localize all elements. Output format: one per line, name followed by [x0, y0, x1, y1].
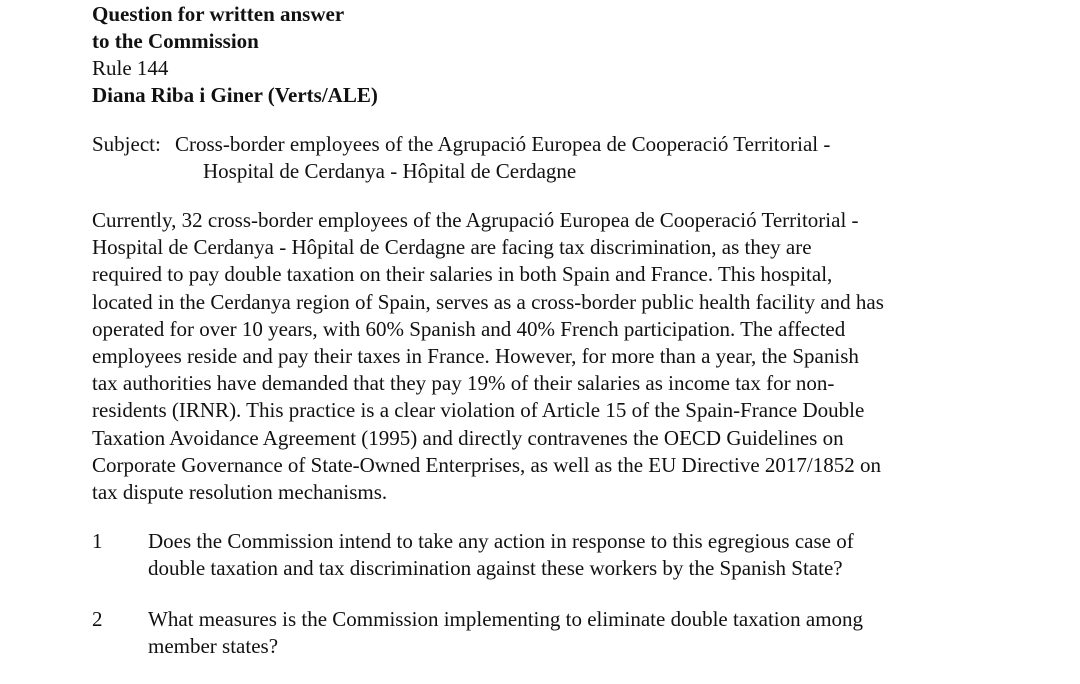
body-line: residents (IRNR). This practice is a clear violation of Article 15 of the Spain-France Double: [92, 398, 865, 423]
author-name: Diana Riba i Giner (Verts/ALE): [92, 83, 378, 107]
document-header: [92, 1, 992, 109]
question-line: Does the Commission intend to take any action in response to this egregious case of: [148, 529, 854, 554]
question-item: [92, 606, 992, 660]
question-line: member states?: [148, 634, 279, 659]
header-title-line2: to the Commission: [92, 29, 259, 53]
body-line: required to pay double taxation on their salaries in both Spain and France. This hospital,: [92, 262, 833, 287]
document-page: [92, 0, 992, 684]
body-line: Taxation Avoidance Agreement (1995) and directly contravenes the OECD Guidelines on: [92, 425, 844, 450]
subject-line-2: Hospital de Cerdanya - Hôpital de Cerdagne: [203, 159, 577, 183]
header-title-line1: Question for written answer: [92, 2, 345, 26]
rule-reference: Rule 144: [92, 56, 169, 80]
body-line: tax authorities have demanded that they pay 19% of their salaries as income tax for non-: [92, 371, 835, 396]
question-number: 1: [92, 529, 103, 554]
questions-list: [92, 528, 992, 660]
body-line: Currently, 32 cross-border employees of the Agrupació Europea de Cooperació Territorial -: [92, 208, 859, 232]
subject-block: [92, 131, 992, 185]
body-line: employees reside and pay their taxes in France. However, for more than a year, the Spanish: [92, 344, 859, 369]
body-paragraph: [92, 207, 990, 506]
question-number: 2: [92, 607, 103, 632]
subject-label: Subject:: [92, 132, 161, 156]
question-item: [92, 528, 992, 582]
subject-row: [92, 131, 992, 158]
question-line: What measures is the Commission implementing to eliminate double taxation among: [148, 607, 864, 632]
body-line: Corporate Governance of State-Owned Enterprises, as well as the EU Directive 2017/1852 on: [92, 452, 882, 477]
question-text: [148, 606, 863, 660]
body-line: operated for over 10 years, with 60% Spanish and 40% French participation. The affected: [92, 316, 846, 341]
body-line: located in the Cerdanya region of Spain, serves as a cross-border public health facility and has: [92, 289, 884, 314]
question-line: double taxation and tax discrimination against these workers by the Spanish State?: [148, 556, 843, 581]
body-line: Hospital de Cerdanya - Hôpital de Cerdagne are facing tax discrimination, as they are: [92, 235, 812, 260]
body-line: tax dispute resolution mechanisms.: [92, 480, 388, 505]
question-text: [148, 528, 854, 582]
subject-line-1: Cross-border employees of the Agrupació Europea de Cooperació Territorial -: [175, 132, 831, 156]
